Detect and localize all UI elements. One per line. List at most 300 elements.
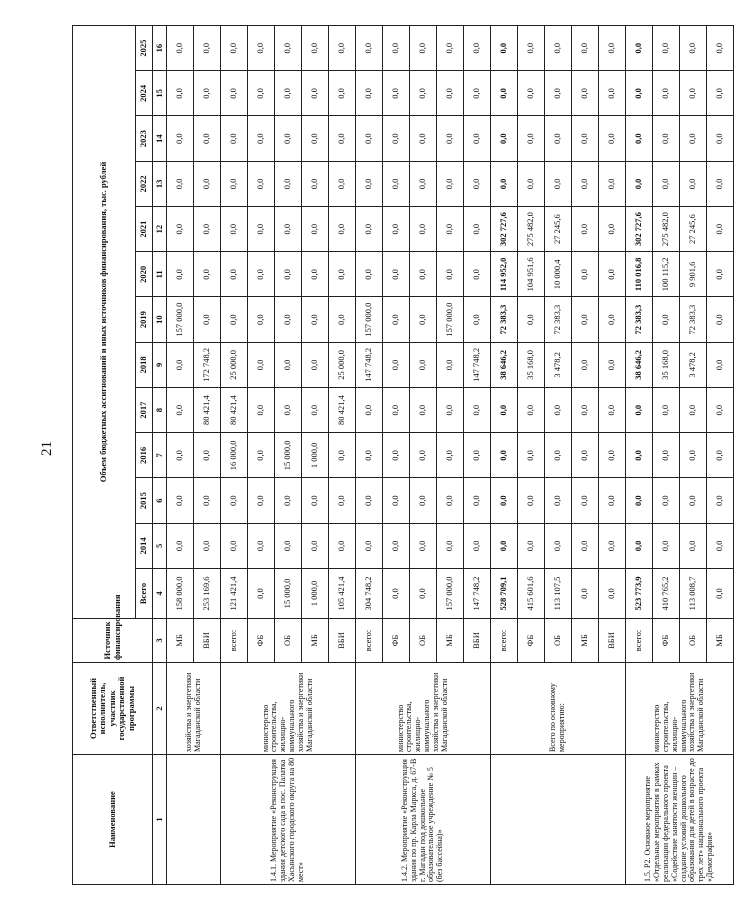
row-value: 0,0 xyxy=(194,252,221,297)
row-value: 158 000,0 xyxy=(167,569,194,619)
row-source: МБ xyxy=(572,619,599,663)
row-value: 0,0 xyxy=(653,161,680,206)
header-year: 2022 xyxy=(136,161,153,206)
row-value: 0,0 xyxy=(437,116,464,161)
row-value: 0,0 xyxy=(680,388,707,433)
row-value: 0,0 xyxy=(626,26,653,71)
row-value: 0,0 xyxy=(437,388,464,433)
row-source: ВБИ xyxy=(464,619,491,663)
header-year: 2023 xyxy=(136,116,153,161)
row-value: 0,0 xyxy=(248,523,275,568)
row-value: 0,0 xyxy=(167,478,194,523)
row-value: 0,0 xyxy=(518,388,545,433)
row-source: ВБИ xyxy=(599,619,626,663)
row-value: 1 000,0 xyxy=(302,433,329,478)
row-value: 72 383,3 xyxy=(626,297,653,342)
row-value: 0,0 xyxy=(383,26,410,71)
header-year: 2021 xyxy=(136,207,153,252)
row-value: 0,0 xyxy=(356,523,383,568)
table-row xyxy=(356,26,383,885)
row-value: 0,0 xyxy=(626,116,653,161)
row-value: 0,0 xyxy=(518,297,545,342)
row-value: 104 951,6 xyxy=(518,252,545,297)
row-value: 0,0 xyxy=(491,433,518,478)
row-value: 0,0 xyxy=(545,116,572,161)
row-value: 0,0 xyxy=(302,523,329,568)
row-value: 0,0 xyxy=(302,116,329,161)
row-value: 0,0 xyxy=(653,71,680,116)
header-name: Наименование xyxy=(73,755,153,885)
row-value: 0,0 xyxy=(275,116,302,161)
row-value: 35 168,0 xyxy=(653,342,680,387)
row-value: 0,0 xyxy=(626,523,653,568)
row-value: 157 000,0 xyxy=(437,569,464,619)
row-value: 80 421,4 xyxy=(329,388,356,433)
row-source: МБ xyxy=(167,619,194,663)
row-source: ФБ xyxy=(653,619,680,663)
row-value: 0,0 xyxy=(491,116,518,161)
column-index: 14 xyxy=(153,116,167,161)
row-value: 0,0 xyxy=(464,388,491,433)
row-value: 0,0 xyxy=(302,71,329,116)
row-responsible: Всего по основному мероприятию: xyxy=(491,663,626,755)
row-value: 0,0 xyxy=(491,26,518,71)
row-value: 157 000,0 xyxy=(356,297,383,342)
row-value: 25 000,0 xyxy=(221,342,248,387)
header-total: Всего xyxy=(136,569,153,619)
table-row xyxy=(221,26,248,885)
row-value: 113 008,7 xyxy=(680,569,707,619)
row-value: 0,0 xyxy=(572,388,599,433)
row-value: 0,0 xyxy=(356,26,383,71)
header-source: Источник финансирования xyxy=(73,619,153,663)
row-name: 1.5. Р2. Основное мероприятие «Отдельные мероприятия в рамках реализации федерального проекта «Содействие занятости женщин – создание условий дошкольного образования для детей в возрасте до трех лет» национального проекта «Демография» xyxy=(626,755,734,885)
row-value: 0,0 xyxy=(464,297,491,342)
row-responsible: министерство строительства, жилищно-коммунального хозяйства и энергетики Магаданской области xyxy=(356,663,491,755)
header-year: 2018 xyxy=(136,342,153,387)
row-value: 0,0 xyxy=(545,523,572,568)
row-value: 0,0 xyxy=(680,523,707,568)
column-index: 6 xyxy=(153,478,167,523)
row-value: 0,0 xyxy=(248,297,275,342)
row-value: 0,0 xyxy=(707,342,734,387)
row-value: 0,0 xyxy=(707,297,734,342)
row-value: 0,0 xyxy=(680,433,707,478)
row-value: 0,0 xyxy=(680,26,707,71)
row-value: 0,0 xyxy=(275,71,302,116)
column-index: 7 xyxy=(153,433,167,478)
row-value: 0,0 xyxy=(194,26,221,71)
row-value: 0,0 xyxy=(383,161,410,206)
row-value: 72 383,3 xyxy=(680,297,707,342)
row-source: всего: xyxy=(221,619,248,663)
row-value: 0,0 xyxy=(167,207,194,252)
row-value: 147 748,2 xyxy=(356,342,383,387)
row-value: 25 000,0 xyxy=(329,342,356,387)
column-index: 3 xyxy=(153,619,167,663)
row-value: 0,0 xyxy=(572,252,599,297)
row-value: 0,0 xyxy=(329,116,356,161)
row-value: 105 421,4 xyxy=(329,569,356,619)
row-value: 275 482,0 xyxy=(653,207,680,252)
header-year: 2016 xyxy=(136,433,153,478)
column-index: 1 xyxy=(153,755,167,885)
row-value: 0,0 xyxy=(167,26,194,71)
row-value: 0,0 xyxy=(248,433,275,478)
row-value: 0,0 xyxy=(491,161,518,206)
row-value: 0,0 xyxy=(626,161,653,206)
row-value: 0,0 xyxy=(356,433,383,478)
row-value: 0,0 xyxy=(572,26,599,71)
row-value: 0,0 xyxy=(302,161,329,206)
row-value: 0,0 xyxy=(356,252,383,297)
row-value: 0,0 xyxy=(302,342,329,387)
row-value: 0,0 xyxy=(599,433,626,478)
column-index: 16 xyxy=(153,26,167,71)
row-value: 0,0 xyxy=(599,161,626,206)
row-value: 172 748,2 xyxy=(194,342,221,387)
row-value: 0,0 xyxy=(383,297,410,342)
row-value: 0,0 xyxy=(464,71,491,116)
row-source: МБ xyxy=(707,619,734,663)
row-source: всего: xyxy=(356,619,383,663)
row-value: 0,0 xyxy=(383,388,410,433)
row-value: 0,0 xyxy=(518,478,545,523)
row-value: 0,0 xyxy=(275,342,302,387)
row-value: 0,0 xyxy=(437,252,464,297)
row-value: 0,0 xyxy=(599,116,626,161)
row-value: 113 107,5 xyxy=(545,569,572,619)
row-source: МБ xyxy=(302,619,329,663)
row-value: 0,0 xyxy=(248,71,275,116)
row-value: 0,0 xyxy=(437,342,464,387)
row-value: 0,0 xyxy=(221,116,248,161)
row-value: 0,0 xyxy=(383,252,410,297)
row-source: всего: xyxy=(491,619,518,663)
row-value: 0,0 xyxy=(410,116,437,161)
row-value: 72 383,3 xyxy=(491,297,518,342)
row-value: 0,0 xyxy=(599,26,626,71)
column-index: 4 xyxy=(153,569,167,619)
row-value: 0,0 xyxy=(167,116,194,161)
row-value: 0,0 xyxy=(194,161,221,206)
row-value: 0,0 xyxy=(221,478,248,523)
row-value: 0,0 xyxy=(383,116,410,161)
row-value: 0,0 xyxy=(599,252,626,297)
row-value: 0,0 xyxy=(329,478,356,523)
row-value: 0,0 xyxy=(194,116,221,161)
row-value: 9 901,6 xyxy=(680,252,707,297)
row-value: 0,0 xyxy=(248,342,275,387)
row-source: ОБ xyxy=(545,619,572,663)
financing-table xyxy=(72,25,734,885)
row-value: 0,0 xyxy=(356,71,383,116)
row-value: 0,0 xyxy=(329,26,356,71)
row-value: 0,0 xyxy=(680,71,707,116)
row-value: 0,0 xyxy=(167,433,194,478)
row-value: 0,0 xyxy=(707,433,734,478)
row-value: 0,0 xyxy=(410,26,437,71)
row-value: 0,0 xyxy=(707,388,734,433)
row-value: 0,0 xyxy=(167,342,194,387)
row-value: 0,0 xyxy=(464,523,491,568)
row-value: 0,0 xyxy=(437,26,464,71)
row-value: 0,0 xyxy=(302,26,329,71)
row-value: 0,0 xyxy=(599,297,626,342)
row-value: 0,0 xyxy=(707,478,734,523)
table-row xyxy=(626,26,653,885)
row-responsible: хозяйства и энергетики Магаданской области xyxy=(167,663,221,755)
row-value: 38 646,2 xyxy=(491,342,518,387)
row-value: 0,0 xyxy=(383,342,410,387)
row-value: 157 000,0 xyxy=(437,297,464,342)
header-volume: Объем бюджетных ассигнований и иных источников финансирования, тыс. рублей xyxy=(73,26,136,619)
row-value: 0,0 xyxy=(167,71,194,116)
row-value: 0,0 xyxy=(410,342,437,387)
row-value: 15 000,0 xyxy=(275,569,302,619)
row-value: 0,0 xyxy=(518,161,545,206)
row-value: 302 727,6 xyxy=(491,207,518,252)
row-value: 0,0 xyxy=(248,116,275,161)
row-value: 0,0 xyxy=(221,71,248,116)
row-value: 0,0 xyxy=(167,388,194,433)
table-row xyxy=(491,26,518,885)
row-value: 0,0 xyxy=(572,297,599,342)
row-value: 0,0 xyxy=(410,71,437,116)
row-value: 0,0 xyxy=(464,433,491,478)
row-value: 0,0 xyxy=(572,161,599,206)
row-value: 0,0 xyxy=(518,26,545,71)
row-value: 275 482,0 xyxy=(518,207,545,252)
row-value: 0,0 xyxy=(167,523,194,568)
header-year: 2017 xyxy=(136,388,153,433)
row-value: 0,0 xyxy=(248,252,275,297)
row-value: 0,0 xyxy=(653,523,680,568)
column-index: 11 xyxy=(153,252,167,297)
column-index: 10 xyxy=(153,297,167,342)
row-responsible: министерство строительства, жилищно-коммунального хозяйства и энергетики Магаданской области xyxy=(221,663,356,755)
row-value: 0,0 xyxy=(518,71,545,116)
row-value: 0,0 xyxy=(707,569,734,619)
row-value: 0,0 xyxy=(572,478,599,523)
column-index: 5 xyxy=(153,523,167,568)
row-value: 0,0 xyxy=(545,26,572,71)
row-value: 0,0 xyxy=(248,569,275,619)
row-value: 0,0 xyxy=(410,569,437,619)
row-value: 0,0 xyxy=(275,161,302,206)
header-year: 2020 xyxy=(136,252,153,297)
row-value: 15 000,0 xyxy=(275,433,302,478)
row-value: 0,0 xyxy=(383,523,410,568)
row-value: 0,0 xyxy=(491,71,518,116)
row-value: 0,0 xyxy=(275,388,302,433)
row-value: 0,0 xyxy=(356,116,383,161)
column-index: 12 xyxy=(153,207,167,252)
row-value: 0,0 xyxy=(518,433,545,478)
row-value: 0,0 xyxy=(572,433,599,478)
page-number: 21 xyxy=(39,441,55,456)
row-value: 0,0 xyxy=(518,523,545,568)
row-value: 0,0 xyxy=(653,388,680,433)
row-value: 0,0 xyxy=(464,478,491,523)
row-name xyxy=(491,755,626,885)
row-value: 0,0 xyxy=(221,26,248,71)
row-value: 1 000,0 xyxy=(302,569,329,619)
row-value: 0,0 xyxy=(626,478,653,523)
row-name: 1.4.2. Мероприятие «Реконструкция здания по пр. Карла Маркса, д. 67-В г. Магадан под дошкольное образовательное учреждение № 5 (без бассейна)» xyxy=(356,755,491,885)
row-value: 0,0 xyxy=(275,26,302,71)
row-name: 1.4.1. Мероприятие «Реконструкция здания детского сада в пос. Палатка Хасынского городского округа на 80 мест» xyxy=(221,755,356,885)
row-value: 0,0 xyxy=(410,252,437,297)
row-source: ОБ xyxy=(275,619,302,663)
row-value: 0,0 xyxy=(275,523,302,568)
row-value: 253 169,6 xyxy=(194,569,221,619)
column-index-row xyxy=(153,26,167,885)
row-value: 80 421,4 xyxy=(194,388,221,433)
row-value: 0,0 xyxy=(248,478,275,523)
header-year: 2025 xyxy=(136,26,153,71)
row-value: 0,0 xyxy=(572,207,599,252)
row-source: ОБ xyxy=(680,619,707,663)
row-value: 0,0 xyxy=(221,207,248,252)
row-value: 0,0 xyxy=(707,252,734,297)
row-value: 0,0 xyxy=(545,433,572,478)
row-value: 0,0 xyxy=(491,478,518,523)
row-value: 0,0 xyxy=(680,478,707,523)
row-value: 0,0 xyxy=(302,388,329,433)
row-value: 0,0 xyxy=(194,478,221,523)
row-source: ФБ xyxy=(383,619,410,663)
row-value: 0,0 xyxy=(275,252,302,297)
row-value: 0,0 xyxy=(680,161,707,206)
row-value: 0,0 xyxy=(599,71,626,116)
row-value: 0,0 xyxy=(599,478,626,523)
row-value: 100 115,2 xyxy=(653,252,680,297)
row-value: 304 748,2 xyxy=(356,569,383,619)
row-value: 0,0 xyxy=(329,207,356,252)
row-value: 0,0 xyxy=(302,252,329,297)
row-value: 0,0 xyxy=(221,297,248,342)
column-index: 2 xyxy=(153,663,167,755)
row-value: 0,0 xyxy=(464,161,491,206)
row-value: 0,0 xyxy=(248,388,275,433)
row-value: 0,0 xyxy=(464,26,491,71)
row-value: 0,0 xyxy=(329,252,356,297)
row-source: ФБ xyxy=(518,619,545,663)
row-source: ФБ xyxy=(248,619,275,663)
row-value: 0,0 xyxy=(572,523,599,568)
row-value: 147 748,2 xyxy=(464,569,491,619)
row-value: 0,0 xyxy=(410,523,437,568)
row-value: 0,0 xyxy=(572,569,599,619)
row-value: 0,0 xyxy=(437,523,464,568)
header-year: 2014 xyxy=(136,523,153,568)
row-value: 0,0 xyxy=(329,71,356,116)
row-value: 0,0 xyxy=(707,116,734,161)
column-index: 13 xyxy=(153,161,167,206)
column-index: 9 xyxy=(153,342,167,387)
row-value: 0,0 xyxy=(302,297,329,342)
row-value: 0,0 xyxy=(464,207,491,252)
row-value: 72 383,3 xyxy=(545,297,572,342)
row-value: 0,0 xyxy=(302,478,329,523)
row-value: 3 478,2 xyxy=(680,342,707,387)
row-value: 0,0 xyxy=(248,26,275,71)
row-value: 0,0 xyxy=(410,478,437,523)
row-value: 0,0 xyxy=(329,297,356,342)
row-value: 0,0 xyxy=(167,252,194,297)
row-value: 302 727,6 xyxy=(626,207,653,252)
row-value: 0,0 xyxy=(410,207,437,252)
row-value: 0,0 xyxy=(707,207,734,252)
row-value: 0,0 xyxy=(437,478,464,523)
row-value: 16 000,0 xyxy=(221,433,248,478)
row-value: 0,0 xyxy=(545,388,572,433)
row-value: 0,0 xyxy=(410,297,437,342)
header-year: 2015 xyxy=(136,478,153,523)
row-value: 27 245,6 xyxy=(545,207,572,252)
row-value: 0,0 xyxy=(356,388,383,433)
row-value: 0,0 xyxy=(653,26,680,71)
rotated-page xyxy=(72,25,725,885)
row-value: 121 421,4 xyxy=(221,569,248,619)
row-value: 38 646,2 xyxy=(626,342,653,387)
column-index: 8 xyxy=(153,388,167,433)
row-value: 0,0 xyxy=(518,116,545,161)
row-value: 0,0 xyxy=(491,523,518,568)
row-value: 0,0 xyxy=(707,71,734,116)
row-value: 0,0 xyxy=(707,523,734,568)
row-value: 0,0 xyxy=(491,388,518,433)
row-value: 110 016,8 xyxy=(626,252,653,297)
row-value: 0,0 xyxy=(329,523,356,568)
row-value: 0,0 xyxy=(599,388,626,433)
row-value: 0,0 xyxy=(599,342,626,387)
row-value: 0,0 xyxy=(275,297,302,342)
row-value: 0,0 xyxy=(329,161,356,206)
row-value: 0,0 xyxy=(410,161,437,206)
row-value: 0,0 xyxy=(707,161,734,206)
row-value: 0,0 xyxy=(626,433,653,478)
row-value: 0,0 xyxy=(464,116,491,161)
row-value: 523 773,9 xyxy=(626,569,653,619)
row-value: 80 421,4 xyxy=(221,388,248,433)
row-value: 0,0 xyxy=(680,116,707,161)
row-source: всего: xyxy=(626,619,653,663)
row-value: 0,0 xyxy=(275,478,302,523)
row-value: 0,0 xyxy=(545,478,572,523)
row-value: 0,0 xyxy=(248,207,275,252)
row-value: 0,0 xyxy=(437,161,464,206)
row-value: 0,0 xyxy=(626,71,653,116)
row-name xyxy=(167,755,221,885)
row-value: 0,0 xyxy=(302,207,329,252)
row-value: 0,0 xyxy=(572,116,599,161)
table-row xyxy=(167,26,194,885)
row-value: 157 000,0 xyxy=(167,297,194,342)
row-value: 0,0 xyxy=(437,433,464,478)
row-value: 0,0 xyxy=(383,207,410,252)
row-value: 0,0 xyxy=(437,71,464,116)
row-source: ОБ xyxy=(410,619,437,663)
row-value: 0,0 xyxy=(194,207,221,252)
row-value: 0,0 xyxy=(707,26,734,71)
row-value: 0,0 xyxy=(410,388,437,433)
row-value: 0,0 xyxy=(383,478,410,523)
row-value: 0,0 xyxy=(221,161,248,206)
row-value: 35 168,0 xyxy=(518,342,545,387)
row-value: 410 765,2 xyxy=(653,569,680,619)
